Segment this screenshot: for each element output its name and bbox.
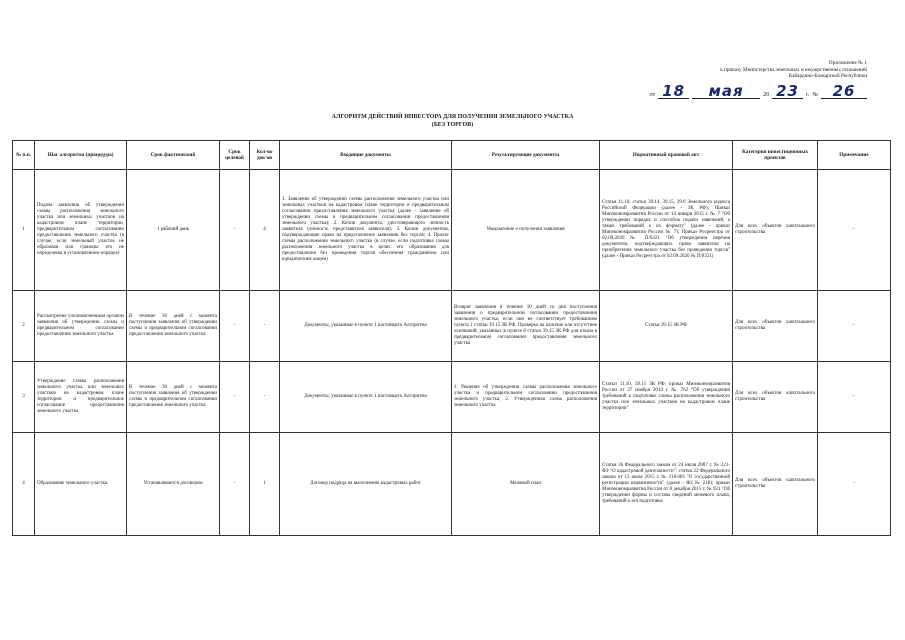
appendix-line-2: к приказу Министерства земельных и имущественных отношений: [720, 66, 867, 73]
row-legal-act: Статья 39.15 ЗК РФ: [600, 291, 733, 362]
header-doc-count: Кол-во док-ов: [250, 141, 280, 170]
row-doc-count: 1: [250, 433, 280, 536]
header-legal-act: Нормативный правовой акт: [600, 141, 733, 170]
row-actual-term: Устанавливается договором: [127, 433, 220, 536]
row-doc-count: 4: [250, 170, 280, 291]
row-step: Рассмотрение уполномоченным органом заявления об утверждении схемы и предварительном согласовании предоставления земельного участка: [35, 291, 127, 362]
table-row: [13, 362, 891, 433]
row-doc-count: -: [250, 291, 280, 362]
title-line-1: АЛГОРИТМ ДЕЙСТВИЙ ИНВЕСТОРА ДЛЯ ПОЛУЧЕНИЯ ЗЕМЕЛЬНОГО УЧАСТКА: [331, 114, 574, 120]
row-note: -: [818, 170, 891, 291]
row-target-term: -: [220, 362, 250, 433]
table-header-row: [13, 141, 891, 170]
appendix-header: [720, 60, 867, 80]
title-line-2: (БЕЗ ТОРГОВ): [431, 121, 474, 128]
table-row: [13, 170, 891, 291]
table-row: [13, 433, 891, 536]
row-legal-act: Статьи 11.10, 39.15 ЗК РФ; приказ Минэкономразвития России от 27 ноября 2014 г. № 762 "Об утверждении требований к подготовке схемы расположения земельного участка или земельных участков на кадастровом плане территории": [600, 362, 733, 433]
header-step: Шаг алгоритма (процедура): [35, 141, 127, 170]
row-note: -: [818, 291, 891, 362]
row-result-docs: 1. Решение об утверждении схемы расположения земельного участка и предварительном согласовании предоставления земельного участка; 2. Утвержденная схема расположения земельного участка: [452, 362, 600, 433]
scan-speck: ·: [40, 14, 42, 19]
algorithm-table: [12, 140, 891, 536]
row-num: 3: [13, 362, 35, 433]
handwritten-number: 26: [821, 84, 867, 99]
header-target-term: Срок целевой: [220, 141, 250, 170]
header-category: Категория инвестиционных проектов: [733, 141, 818, 170]
row-category: Для всех объектов капитального строительства: [733, 291, 818, 362]
row-actual-term: В течение 30 дней с момента поступления заявления об утверждении схемы и предварительном согласовании предоставления земельного участка: [127, 362, 220, 433]
header-input-docs: Входящие документы: [280, 141, 452, 170]
document-title: [0, 114, 905, 129]
table-row: [13, 291, 891, 362]
scan-speck: ·: [62, 20, 64, 25]
row-step: Образование земельного участка: [35, 433, 127, 536]
row-step: Утверждение схемы расположения земельного участка или земельных участков на кадастровом плане территории и предварительное согласование предоставления земельного участка: [35, 362, 127, 433]
header-result-docs: Результирующие документы: [452, 141, 600, 170]
handwritten-day: 18: [658, 84, 689, 99]
row-input-docs: Документы, указанные в пункте 1 настоящего Алгоритма: [280, 362, 452, 433]
row-target-term: -: [220, 170, 250, 291]
row-input-docs: Документы, указанные в пункте 1 настоящего Алгоритма: [280, 291, 452, 362]
handwritten-month: мая: [692, 84, 760, 99]
row-target-term: -: [220, 433, 250, 536]
header-actual-term: Срок фактический: [127, 141, 220, 170]
row-category: Для всех объектов капитального строительства: [733, 433, 818, 536]
row-note: -: [818, 362, 891, 433]
header-num: № п.п.: [13, 141, 35, 170]
row-actual-term: 1 рабочий день: [127, 170, 220, 291]
row-note: -: [818, 433, 891, 536]
row-step: Подача заявления об утверждении схемы расположения земельного участка или земельных участков на кадастровом плане территории, предварительном согласовании предоставления земельного участка (в случае, если земельный участок не образован или границы его не определены в установленном порядке): [35, 170, 127, 291]
from-label: от: [649, 92, 656, 98]
row-doc-count: -: [250, 362, 280, 433]
row-category: Для всех объектов капитального строительства: [733, 170, 818, 291]
handwritten-year: 23: [772, 84, 803, 99]
header-note: Примечание: [818, 141, 891, 170]
number-label: №: [812, 92, 818, 98]
row-result-docs: Межевой план: [452, 433, 600, 536]
row-actual-term: В течение 30 дней с момента поступления заявления об утверждении схемы и предварительном согласовании предоставления земельного участка: [127, 291, 220, 362]
row-input-docs: 1. Заявление об утверждении схемы расположения земельного участка или земельных участков на кадастровом плане территории и предварительном согласовании предоставления земельного участка (далее - заявление об утверждении схемы и предварительном согласовании предоставления земельного участка); 2. Копия документа, удостоверяющего личность заявителя (личность представителя заявителя); 3. Копии документов, подтверждающие право на представление заявления без торгов; 4. Проект схемы расположения земельного участка (в случае, если подготовка схемы расположения земельного участка в целях его образования для предоставления без проведения торгов обеспечена гражданином или юридическим лицом): [280, 170, 452, 291]
appendix-line-3: Кабардино-Балкарской Республики: [788, 73, 867, 79]
row-result-docs: Уведомление о получении заявления: [452, 170, 600, 291]
row-num: 2: [13, 291, 35, 362]
row-legal-act: Статья 36 Федерального закона от 24 июля 2007 г. № 221-ФЗ "О кадастровой деятельности"; статья 22 Федерального закона от 13 июля 2015 г. № 218-ФЗ "О государственной регистрации недвижимости" (далее - ФЗ № 218); приказ Минэкономразвития России от 8 декабря 2015 г. № 921 "Об утверждении формы и состава сведений межевого плана, требований к его подготовке: [600, 433, 733, 536]
year-suffix: г.: [805, 92, 810, 98]
order-date-line: [650, 84, 867, 99]
row-num: 4: [13, 433, 35, 536]
year-prefix: 20: [763, 92, 770, 98]
row-result-docs: Возврат заявления в течение 10 дней со дня поступления заявления о предварительном согласовании предоставления земельного участка, если оно не соответствует требованиям пункта 1 статьи 39.15 ЗК РФ. Проверка на наличие или отсутствие оснований, указанных в пункте 8 статьи 39.15 ЗК РФ для отказа в предварительном согласовании предоставления земельного участка: [452, 291, 600, 362]
appendix-label: Приложение № 1: [829, 60, 867, 66]
row-legal-act: Статья 11.10, статьи 39.14, 39.15, 39.6 Земельного кодекса Российской Федерации (далее - ЗК РФ); Приказ Минэкономразвития России от 14 января 2015 г. № 7 "Об утверждении порядка и способов подачи заявлений, а также требований к их формату" (далее - приказ Минэкономразвития России № 7); Приказ Росреестра от 02.09.2020 № П/0321 "Об утверждении перечня документов, подтверждающих право заявителя на приобретение земельного участка без проведения торгов" (далее - Приказ Росреестра от 02.09.2020 № П/0321): [600, 170, 733, 291]
row-num: 1: [13, 170, 35, 291]
row-input-docs: Договор подряда на выполнение кадастровых работ: [280, 433, 452, 536]
row-category: Для всех объектов капитального строительства: [733, 362, 818, 433]
row-target-term: -: [220, 291, 250, 362]
